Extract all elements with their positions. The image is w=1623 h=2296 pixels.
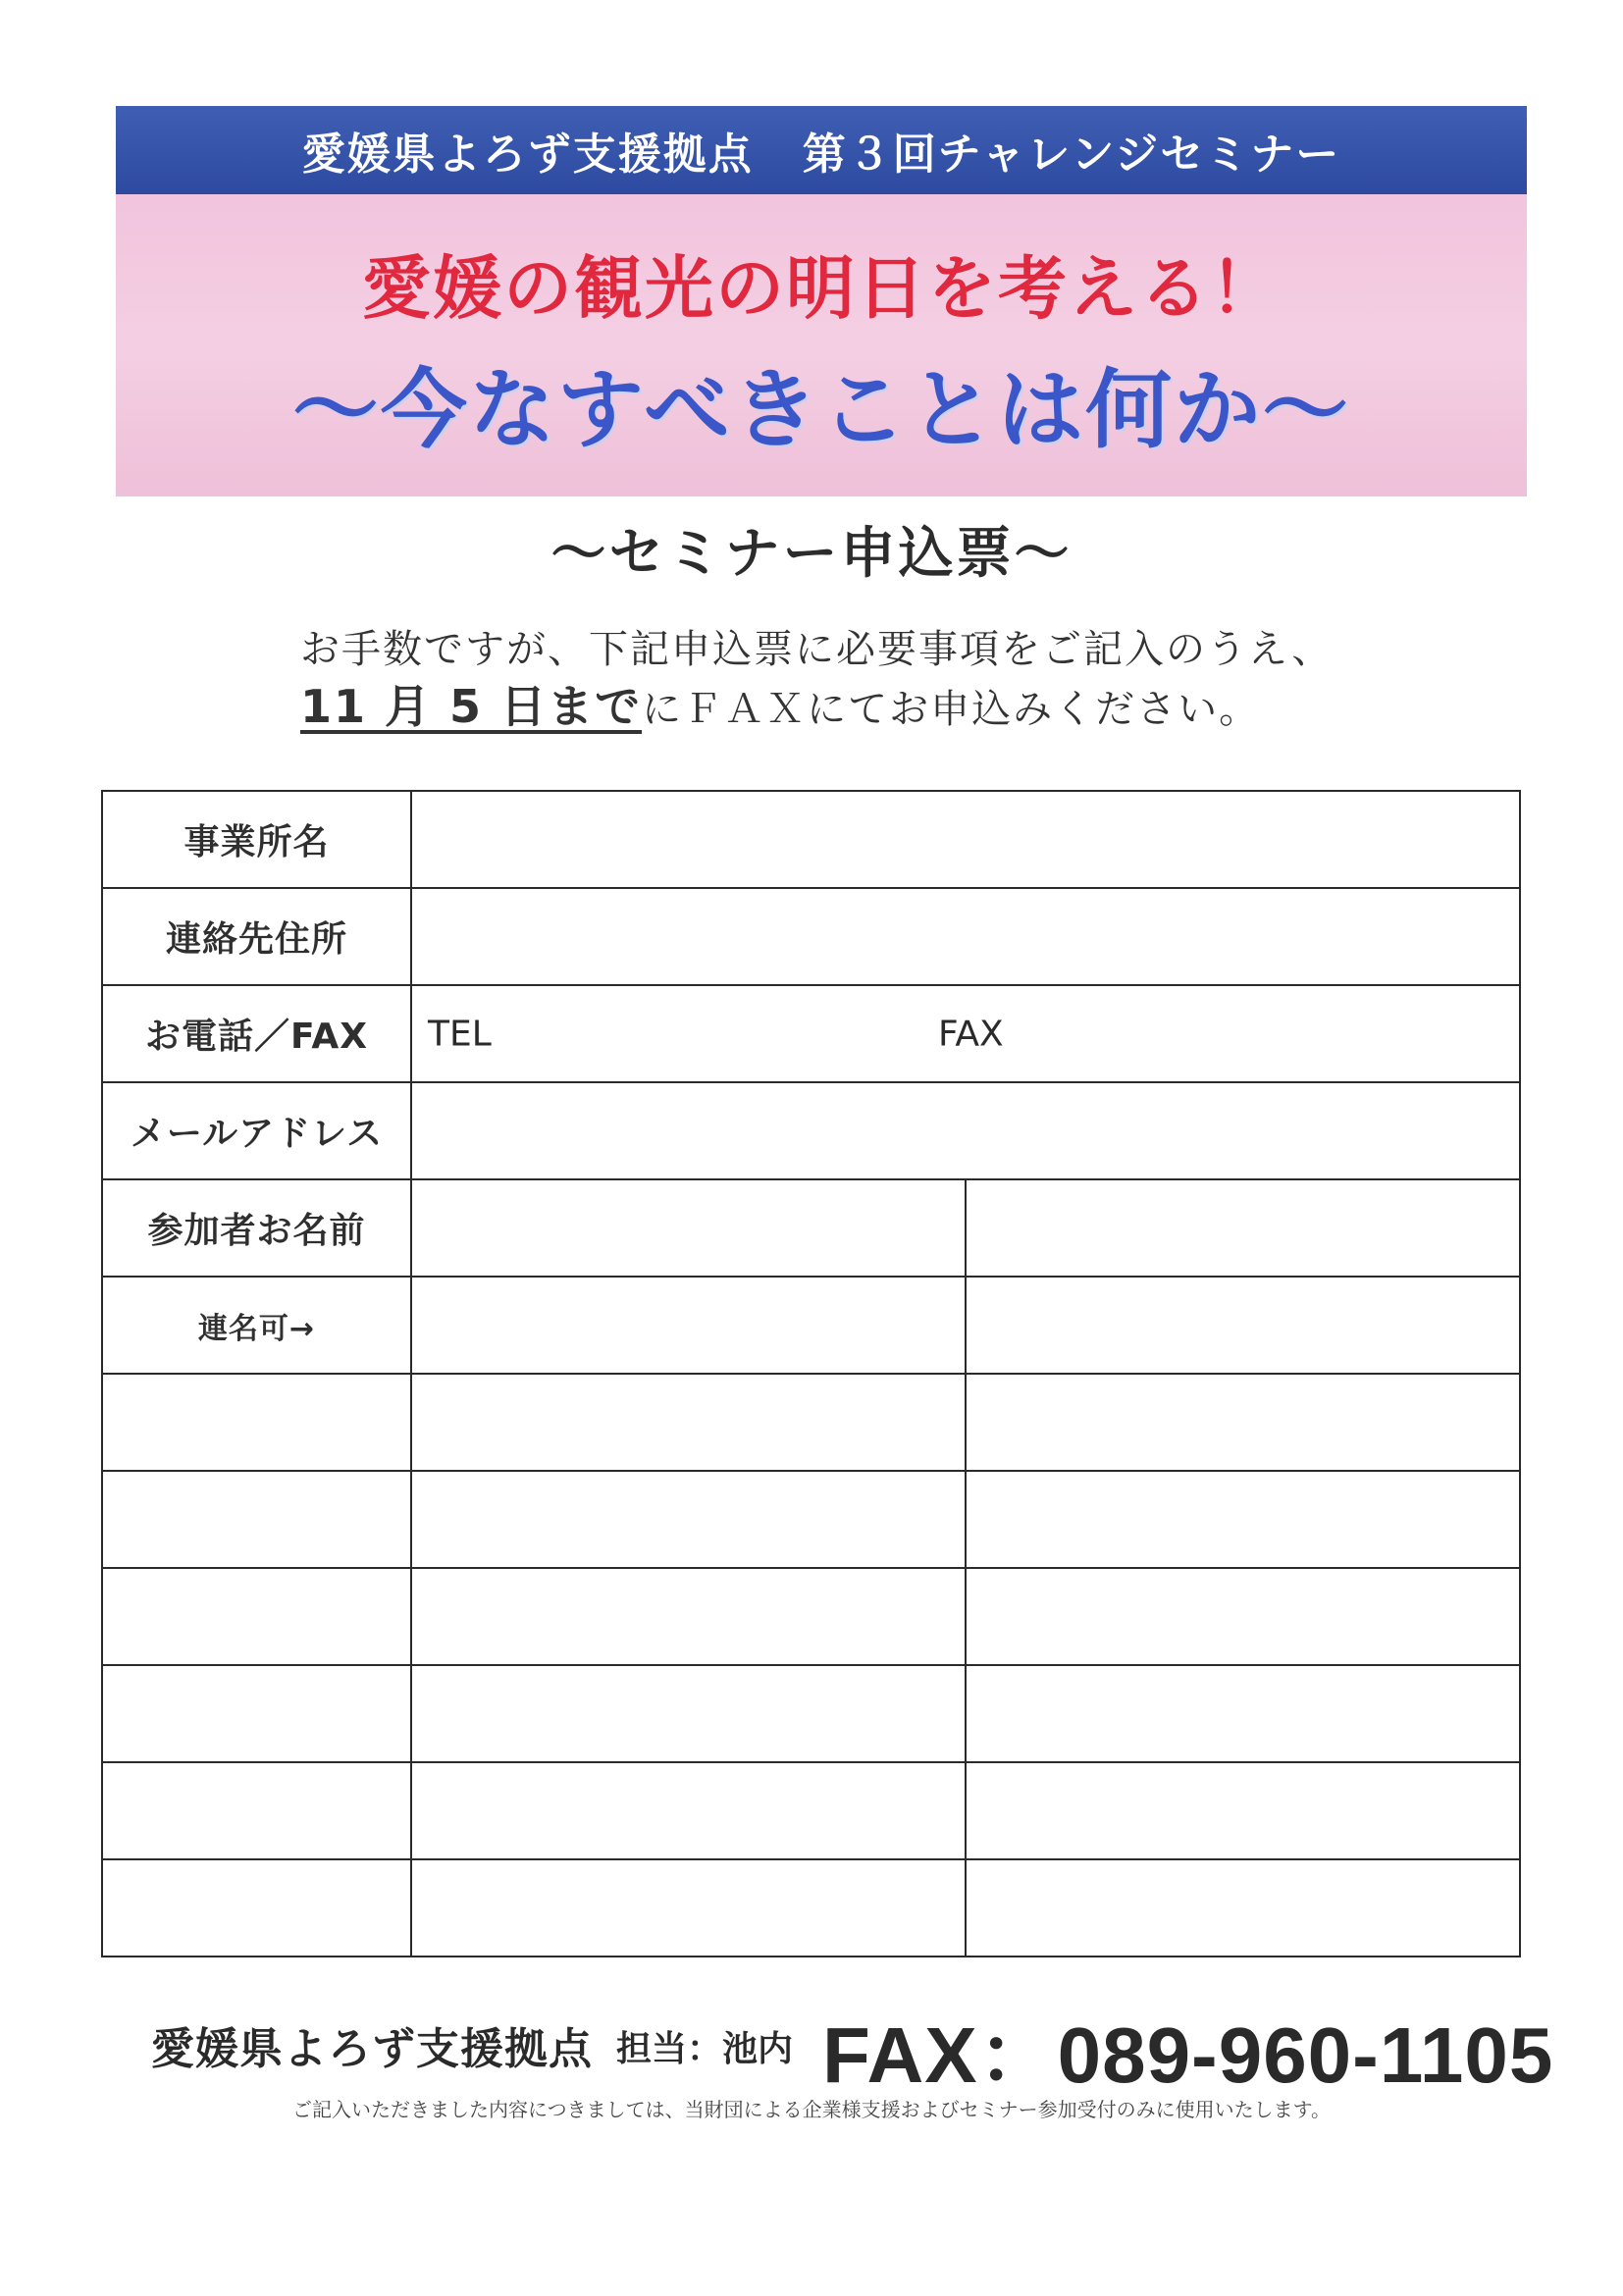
- intro-line-2-rest: にＦＡＸにてお申込みください。: [642, 687, 1261, 732]
- phone-row: [102, 985, 1520, 1082]
- blank-row: [102, 1762, 1520, 1859]
- company-field[interactable]: [411, 791, 1520, 888]
- participant-name-field[interactable]: [411, 1374, 966, 1471]
- participant-name-field[interactable]: [966, 1568, 1520, 1665]
- form-title: 〜セミナー申込票〜: [550, 522, 1073, 586]
- blank-label-cell[interactable]: [102, 1665, 411, 1762]
- participant-name-field[interactable]: [411, 1277, 966, 1374]
- address-field[interactable]: [411, 888, 1520, 985]
- blank-label-cell[interactable]: [102, 1762, 411, 1859]
- blank-row: [102, 1471, 1520, 1568]
- banner-org: 愛媛県よろず支援拠点: [301, 130, 754, 180]
- blank-label-cell[interactable]: [102, 1859, 411, 1957]
- fax-prefix: FAX: [938, 1014, 1004, 1054]
- intro-line-2: [300, 671, 1260, 736]
- participant-row: [102, 1179, 1520, 1277]
- joint-row: [102, 1277, 1520, 1374]
- blank-row: [102, 1568, 1520, 1665]
- blank-label-cell[interactable]: [102, 1374, 411, 1471]
- participant-name-field[interactable]: [966, 1471, 1520, 1568]
- address-row: [102, 888, 1520, 985]
- phone-fax-field[interactable]: [411, 985, 1520, 1082]
- email-label: メールアドレス: [102, 1082, 411, 1179]
- participant-name-field[interactable]: [966, 1665, 1520, 1762]
- participant-name-field[interactable]: [411, 1568, 966, 1665]
- footer-contact-person: 担当：池内: [616, 2029, 794, 2069]
- participant-name-field[interactable]: [411, 1859, 966, 1957]
- joint-label: 連名可→: [102, 1277, 411, 1374]
- email-row: [102, 1082, 1520, 1179]
- address-label: 連絡先住所: [102, 888, 411, 985]
- application-form-table: [101, 790, 1521, 1957]
- blank-label-cell[interactable]: [102, 1471, 411, 1568]
- participant-name-field[interactable]: [411, 1762, 966, 1859]
- participant-name-field[interactable]: [966, 1374, 1520, 1471]
- blank-row: [102, 1859, 1520, 1957]
- tel-prefix: TEL: [428, 1014, 492, 1054]
- intro-line-1: お手数ですが、下記申込票に必要事項をご記入のうえ、: [300, 627, 1334, 672]
- blank-row: [102, 1374, 1520, 1471]
- footer-org: 愛媛県よろず支援拠点: [151, 2024, 593, 2074]
- participant-name-field[interactable]: [966, 1179, 1520, 1277]
- participant-name-field[interactable]: [411, 1179, 966, 1277]
- blank-label-cell[interactable]: [102, 1568, 411, 1665]
- company-row: [102, 791, 1520, 888]
- participant-name-field[interactable]: [411, 1665, 966, 1762]
- seminar-title-banner: [116, 194, 1527, 496]
- banner-seminar-name: 第３回チャレンジセミナー: [802, 130, 1341, 180]
- participant-label: 参加者お名前: [102, 1179, 411, 1277]
- deadline-text: 11 月 5 日まで: [300, 680, 643, 733]
- privacy-note: ご記入いただきました内容につきましては、当財団による企業様支援およびセミナー参加受付のみに使用いたします。: [292, 2098, 1331, 2121]
- email-field[interactable]: [411, 1082, 1520, 1179]
- seminar-subheadline: 〜今なすべきことは何か〜: [291, 359, 1351, 460]
- participant-name-field[interactable]: [966, 1859, 1520, 1957]
- participant-name-field[interactable]: [411, 1471, 966, 1568]
- company-label: 事業所名: [102, 791, 411, 888]
- blank-row: [102, 1665, 1520, 1762]
- seminar-banner-header: [116, 106, 1527, 194]
- seminar-headline: 愛媛の観光の明日を考える！: [362, 248, 1281, 329]
- phone-label: お電話／FAX: [102, 985, 411, 1082]
- footer-fax-number: FAX：089-960-1105: [822, 2011, 1554, 2099]
- participant-name-field[interactable]: [966, 1762, 1520, 1859]
- participant-name-field[interactable]: [966, 1277, 1520, 1374]
